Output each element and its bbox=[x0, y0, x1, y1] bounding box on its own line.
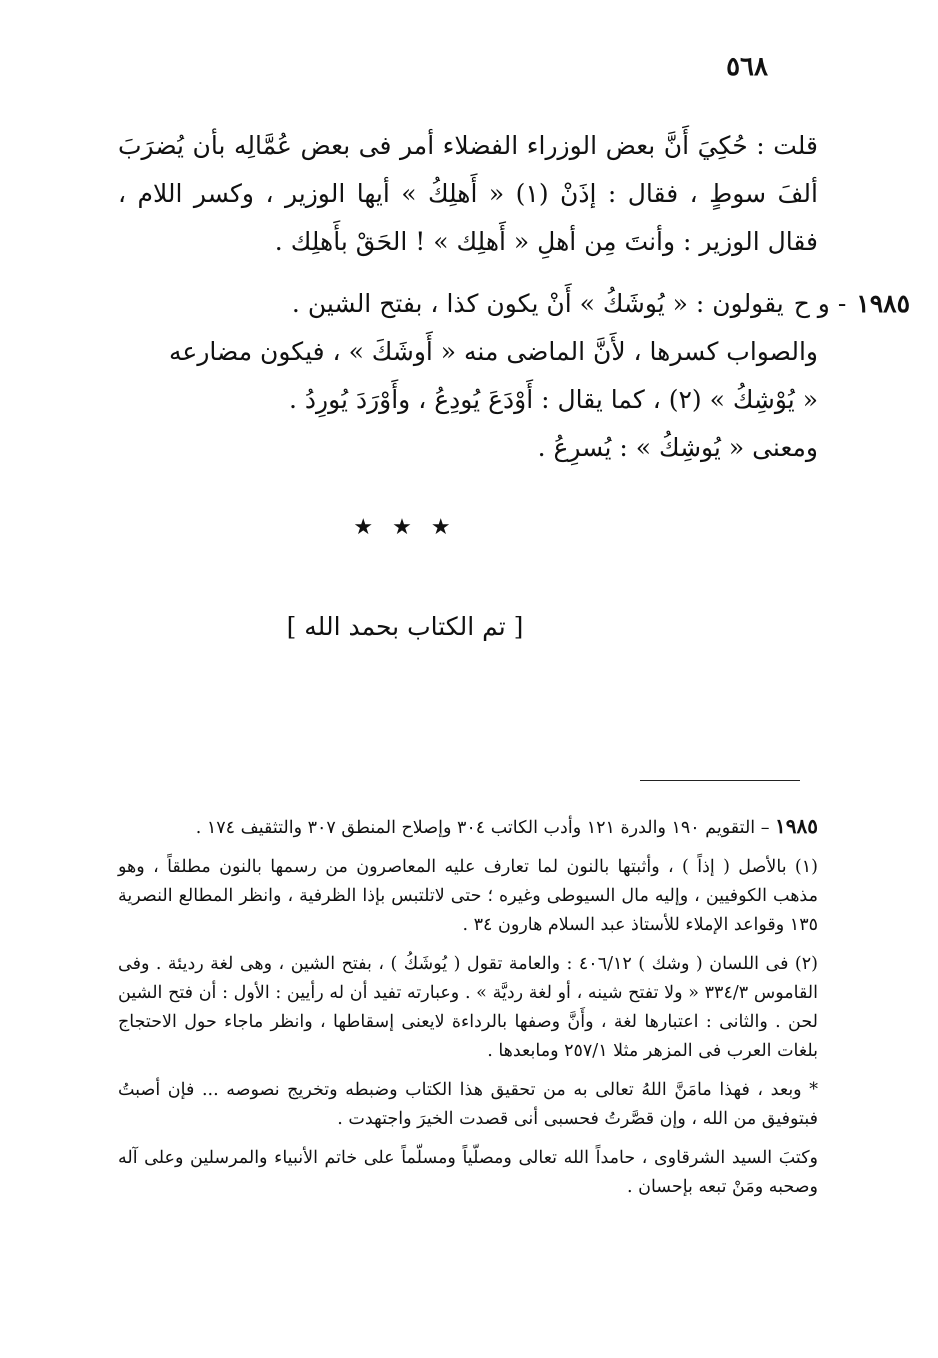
main-paragraph bbox=[118, 122, 818, 266]
main-text: قلت : حُكِيَ أَنَّ بعض الوزراء الفضلاء أمر فى بعض عُمَّالِه بأن يُضرَبَ ألفَ سوطٍ ، فقال : إذَنْ (١) « أَهلِكُ » أيها الوزير ، وكسر اللام ، فقال الوزير : وأنتَ مِن أهلِ « أَهلِك » ! الحَقْ بأَهلِك . bbox=[118, 131, 818, 256]
footnote-1: (١) بالأصل ( إذاً ) ، وأثبتها بالنون لما تعارف عليه المعاصرون من رسمها بالنون مطلقاً ، وهو مذهب الكوفيين ، وإليه مال السيوطى وغيره ؛ حتى لاتلتبس بإذا الظرفية ، وانظر المطالع النصرية ١٣٥ وقواعد الإملاء للأستاذ عبد السلام هارون ٣٤ . bbox=[118, 857, 818, 935]
entry-first-line bbox=[118, 280, 910, 328]
entry-line-3: « يُوْشِكُ » (٢) ، كما يقال : أَوْدَعَ يُودِعُ ، وأَوْرَدَ يُورِدُ . bbox=[289, 385, 818, 414]
footnote-2: (٢) فى اللسان ( وشك ) ٤٠٦/١٢ : والعامة تقول ( يُوشَكُ ) ، بفتح الشين ، وهى لغة رديئة . وفى القاموس ٣٣٤/٣ « ولا تفتح شينه ، أو لغة رديَّة » . وعبارته تفيد أن له رأيين : الأول : أن فتح الشين لحن . والثانى : اعتبارها لغة ، وأَنَّ وصفها بالرداءة لايعنى إسقاطها ، وانظر ماجاء حول الاحتجاج بلغات العرب فى المزهر مثلا ٢٥٧/١ ومابعدها . bbox=[118, 954, 818, 1061]
entry-number: ١٩٨٥ bbox=[856, 289, 910, 318]
footnote-source-text: – التقويم ١٩٠ والدرة ١٢١ وأدب الكاتب ٣٠٤ وإصلاح المنطق ٣٠٧ والتثقيف ١٧٤ . bbox=[195, 818, 770, 838]
footnotes bbox=[118, 812, 818, 1212]
footnote-divider bbox=[640, 780, 800, 781]
page-number: ٥٦٨ bbox=[726, 52, 768, 82]
entry-marker: - و ح bbox=[793, 289, 847, 318]
entry-line-2: والصواب كسرها ، لأَنَّ الماضى منه « أَوشَكَ » ، فيكون مضارعه bbox=[169, 337, 818, 366]
footnote-afterword: * وبعد ، فهذا مامَنَّ اللهُ تعالى به من تحقيق هذا الكتاب وضبطه وتخريج نصوصه ... فإن أصبتُ فبتوفيق من الله ، وإن قصَّرتُ فحسبى أنى قصدت الخيرَ واجتهدت . bbox=[118, 1080, 818, 1129]
footnote-source-number: ١٩٨٥ bbox=[775, 814, 818, 838]
footnote-signature: وكتبَ السيد الشرقاوى ، حامداً الله تعالى ومصلّياً ومسلّماً على خاتم الأنبياء والمرسلين وعلى آله وصحبه ومَنْ تبعه بإحسان . bbox=[118, 1148, 818, 1197]
dictionary-entry bbox=[118, 280, 910, 472]
footnote-sources bbox=[118, 812, 818, 843]
closing-statement: [ تم الكتاب بحمد الله ] bbox=[286, 612, 524, 641]
entry-line-1: يقولون : « يُوشَكُ » أَنْ يكون كذا ، بفتح الشين . bbox=[291, 289, 784, 318]
section-separator: ★ ★ ★ bbox=[353, 515, 457, 540]
entry-line-4: ومعنى « يُوشِكُ » : يُسرِعُ . bbox=[537, 433, 818, 462]
